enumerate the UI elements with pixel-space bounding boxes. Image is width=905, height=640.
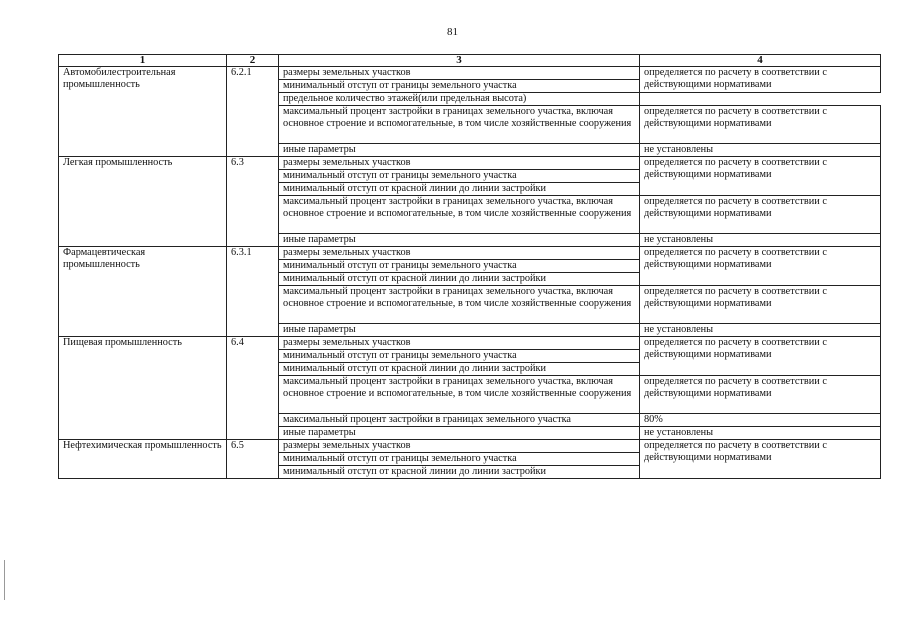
page-number: 81 (447, 26, 458, 38)
parameter-cell: минимальный отступ от красной линии до линии застройки (279, 183, 640, 196)
category-cell: Пищевая промышленность (59, 337, 227, 440)
parameter-cell: максимальный процент застройки в границах земельного участка (279, 414, 640, 427)
parameter-cell: минимальный отступ от красной линии до линии застройки (279, 273, 640, 286)
value-cell: определяется по расчету в соответствии с действующими нормативами (640, 157, 881, 196)
table-row (59, 337, 881, 350)
category-cell: Фармацевтическая промышленность (59, 247, 227, 337)
parameter-cell: минимальный отступ от границы земельного участка (279, 350, 640, 363)
parameter-cell: минимальный отступ от границы земельного участка (279, 453, 640, 466)
parameter-cell: минимальный отступ от красной линии до линии застройки (279, 466, 640, 479)
table-row (59, 67, 881, 80)
category-cell: Автомобилестроительная промышленность (59, 67, 227, 157)
value-cell: определяется по расчету в соответствии с действующими нормативами (640, 67, 881, 93)
parameter-cell: иные параметры (279, 324, 640, 337)
table-row (59, 247, 881, 260)
parameter-cell: минимальный отступ от красной линии до линии застройки (279, 363, 640, 376)
table-row (59, 157, 881, 170)
value-cell: не установлены (640, 427, 881, 440)
value-cell: определяется по расчету в соответствии с действующими нормативами (640, 440, 881, 479)
parameters-table (58, 54, 881, 479)
parameter-cell: максимальный процент застройки в границах земельного участка, включая основное строение и вспомогательные, в том числе хозяйственные сооружения (279, 286, 640, 324)
parameter-cell: размеры земельных участков (279, 67, 640, 80)
value-cell: определяется по расчету в соответствии с действующими нормативами (640, 376, 881, 414)
parameter-cell: иные параметры (279, 234, 640, 247)
value-cell: не установлены (640, 324, 881, 337)
category-cell: Легкая промышленность (59, 157, 227, 247)
value-cell: 80% (640, 414, 881, 427)
header-col-4: 4 (640, 55, 881, 67)
parameter-cell: максимальный процент застройки в границах земельного участка, включая основное строение и вспомогательные, в том числе хозяйственные сооружения (279, 106, 640, 144)
parameter-cell: минимальный отступ от границы земельного участка (279, 260, 640, 273)
code-cell: 6.3.1 (227, 247, 279, 337)
code-cell: 6.3 (227, 157, 279, 247)
table-body (59, 67, 881, 479)
header-col-1: 1 (59, 55, 227, 67)
value-cell: не установлены (640, 144, 881, 157)
parameter-cell: иные параметры (279, 427, 640, 440)
category-cell: Нефтехимическая промышленность (59, 440, 227, 479)
value-cell: определяется по расчету в соответствии с действующими нормативами (640, 286, 881, 324)
parameter-cell: размеры земельных участков (279, 157, 640, 170)
parameter-cell: иные параметры (279, 144, 640, 157)
parameter-cell: предельное количество этажей(или предельная высота) (279, 93, 640, 106)
header-col-3: 3 (279, 55, 640, 67)
code-cell: 6.5 (227, 440, 279, 479)
table-header (59, 55, 881, 67)
parameter-cell: размеры земельных участков (279, 440, 640, 453)
table-row (59, 440, 881, 453)
scan-edge-mark (4, 560, 5, 600)
code-cell: 6.2.1 (227, 67, 279, 157)
parameter-cell: минимальный отступ от границы земельного участка (279, 170, 640, 183)
header-col-2: 2 (227, 55, 279, 67)
value-cell: определяется по расчету в соответствии с действующими нормативами (640, 247, 881, 286)
value-cell: не установлены (640, 234, 881, 247)
parameter-cell: максимальный процент застройки в границах земельного участка, включая основное строение и вспомогательные, в том числе хозяйственные сооружения (279, 376, 640, 414)
parameter-cell: минимальный отступ от границы земельного участка (279, 80, 640, 93)
code-cell: 6.4 (227, 337, 279, 440)
value-cell: определяется по расчету в соответствии с действующими нормативами (640, 196, 881, 234)
parameter-cell: размеры земельных участков (279, 337, 640, 350)
parameter-cell: размеры земельных участков (279, 247, 640, 260)
value-cell: определяется по расчету в соответствии с действующими нормативами (640, 337, 881, 376)
parameter-cell: максимальный процент застройки в границах земельного участка, включая основное строение и вспомогательные, в том числе хозяйственные сооружения (279, 196, 640, 234)
value-cell: определяется по расчету в соответствии с действующими нормативами (640, 106, 881, 144)
